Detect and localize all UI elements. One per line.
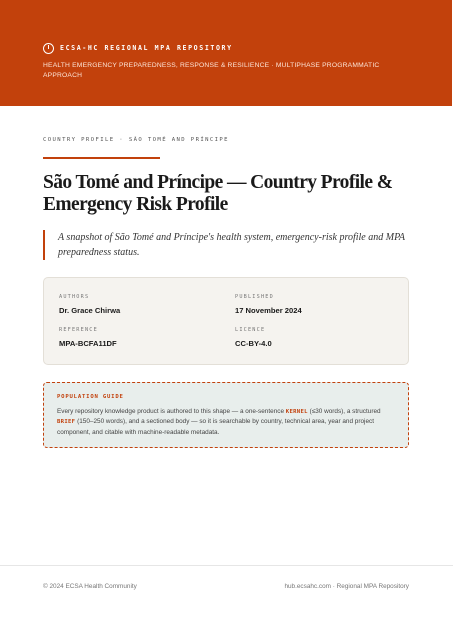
brief-keyword: BRIEF — [57, 419, 76, 426]
meta-value: CC-BY-4.0 — [235, 339, 272, 348]
brand-name: ECSA-HC REGIONAL MPA REPOSITORY — [60, 44, 233, 52]
guide-text-part: (150–250 words), and a sectioned body — so it is searchable by country, technical area, year and project component, and citable with machine-readable metadata. — [57, 418, 374, 436]
meta-authors — [59, 294, 219, 315]
guide-text-part: (≤30 words), a structured — [307, 408, 381, 415]
guide-text-part: Every repository knowledge product is authored to this shape — a one-sentence — [57, 408, 286, 415]
meta-value: 17 November 2024 — [235, 306, 302, 315]
meta-licence — [235, 327, 395, 348]
meta-label: PUBLISHED — [235, 294, 274, 300]
meta-label: LICENCE — [235, 327, 266, 333]
meta-value: Dr. Grace Chirwa — [59, 306, 121, 315]
page-title: São Tomé and Príncipe — Country Profile & Emergency Risk Profile — [43, 172, 393, 215]
footer-site-link[interactable]: hub.ecsahc.com · Regional MPA Repository — [284, 583, 409, 590]
power-icon — [43, 43, 54, 54]
metadata-card — [43, 277, 409, 365]
meta-value: MPA-BCFA11DF — [59, 339, 117, 348]
document-eyebrow: COUNTRY PROFILE · SÃO TOMÉ AND PRÍNCIPE — [43, 137, 229, 143]
document-lede: A snapshot of São Tomé and Príncipe's health system, emergency-risk profile and MPA preparedness status. — [43, 230, 413, 260]
brand[interactable] — [43, 42, 409, 54]
footer-copyright: © 2024 ECSA Health Community — [43, 583, 137, 590]
site-tagline: HEALTH EMERGENCY PREPAREDNESS, RESPONSE & RESILIENCE · MULTIPHASE PROGRAMMATIC APPROACH — [43, 62, 380, 79]
meta-reference — [59, 327, 219, 348]
kernel-keyword: KERNEL — [285, 409, 308, 415]
footer-divider — [0, 565, 453, 566]
meta-label: REFERENCE — [59, 327, 98, 333]
population-guide — [43, 382, 409, 448]
guide-text — [57, 407, 395, 438]
meta-label: AUTHORS — [59, 294, 90, 300]
site-header — [0, 0, 452, 106]
guide-title: POPULATION GUIDE — [57, 394, 124, 400]
accent-rule — [43, 157, 160, 159]
meta-published — [235, 294, 395, 315]
